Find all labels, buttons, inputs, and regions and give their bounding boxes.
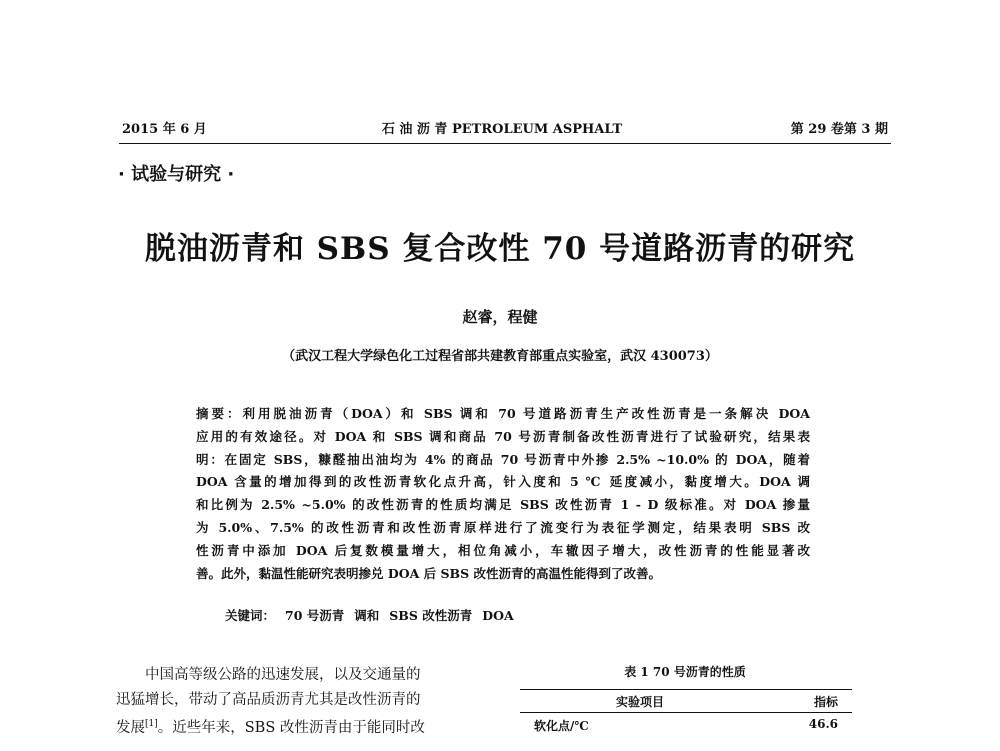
abstract-line: 摘要：利用脱油沥青（DOA）和 SBS 调和 70 号道路沥青生产改性沥青是一条解决 DOA [196,406,810,421]
keywords [225,606,514,624]
header-volume: 第 29 卷第 3 期 [790,122,888,137]
citation-ref: [1] [145,719,158,729]
body-line: 迅猛增长，带动了高品质沥青尤其是改性沥青的 [116,691,421,708]
table-row [520,713,852,737]
keywords-label: 关键词： [225,608,276,623]
table-header-row [520,689,852,713]
abstract-line: 明：在固定 SBS，糠醛抽出油均为 4% 的商品 70 号沥青中外掺 2.5% ~10.0% 的 DOA，随着 [196,451,810,467]
table-caption: 表 1 70 号沥青的性质 [624,665,746,679]
table-cell: 软化点/℃ [534,719,589,733]
paper-title: 脱油沥青和 SBS 复合改性 70 号道路沥青的研究 [144,231,856,267]
keyword: SBS 改性沥青 [389,608,473,623]
abstract-line: 应用的有效途径。对 DOA 和 SBS 调和商品 70 号沥青制备改性沥青进行了试验研究，结果表 [196,428,810,444]
abstract-line: 为 5.0%、7.5% 的改性沥青和改性沥青原样进行了流变行为表征学测定，结果表明 SBS 改 [196,519,810,535]
abstract-line: DOA 含量的增加得到的改性沥青软化点升高，针入度和 5 ℃ 延度减小，黏度增大。DOA 调 [196,474,810,490]
column-header: 指标 [813,695,838,709]
abstract [196,403,810,585]
authors: 赵睿，程健 [462,308,538,326]
body-text [116,663,486,740]
properties-table [520,689,852,737]
abstract-line: 和比例为 2.5% ~5.0% 的改性沥青的性质均满足 SBS 改性沥青 1 - D 级标准。对 DOA 掺量 [196,497,810,513]
abstract-line: 善。此外，黏温性能研究表明掺兑 DOA 后 SBS 改性沥青的高温性能得到了改善。 [196,565,661,581]
header-date: 2015 年 6 月 [122,122,207,137]
affiliation: （武汉工程大学绿色化工过程省部共建教育部重点实验室，武汉 430073） [282,349,718,364]
table-cell: 46.6 [808,717,838,731]
header-journal: 石 油 沥 青 PETROLEUM ASPHALT [381,122,623,137]
column-header: 实验项目 [615,695,664,709]
keyword: 70 号沥青 [285,608,345,623]
section-label: · 试验与研究 · [118,164,235,185]
keyword: DOA [482,608,514,623]
body-text-part: 发展 [116,719,145,736]
abstract-line: 性沥青中添加 DOA 后复数模量增大，相位角减小，车辙因子增大，改性沥青的性能显著改 [196,542,810,558]
keyword: 调和 [354,608,380,623]
body-text-part: 。近些年来，SBS 改性沥青由于能同时改 [157,719,425,736]
body-line [116,712,486,740]
header-rule [119,143,891,144]
body-line: 中国高等级公路的迅速发展，以及交通量的 [145,667,421,683]
